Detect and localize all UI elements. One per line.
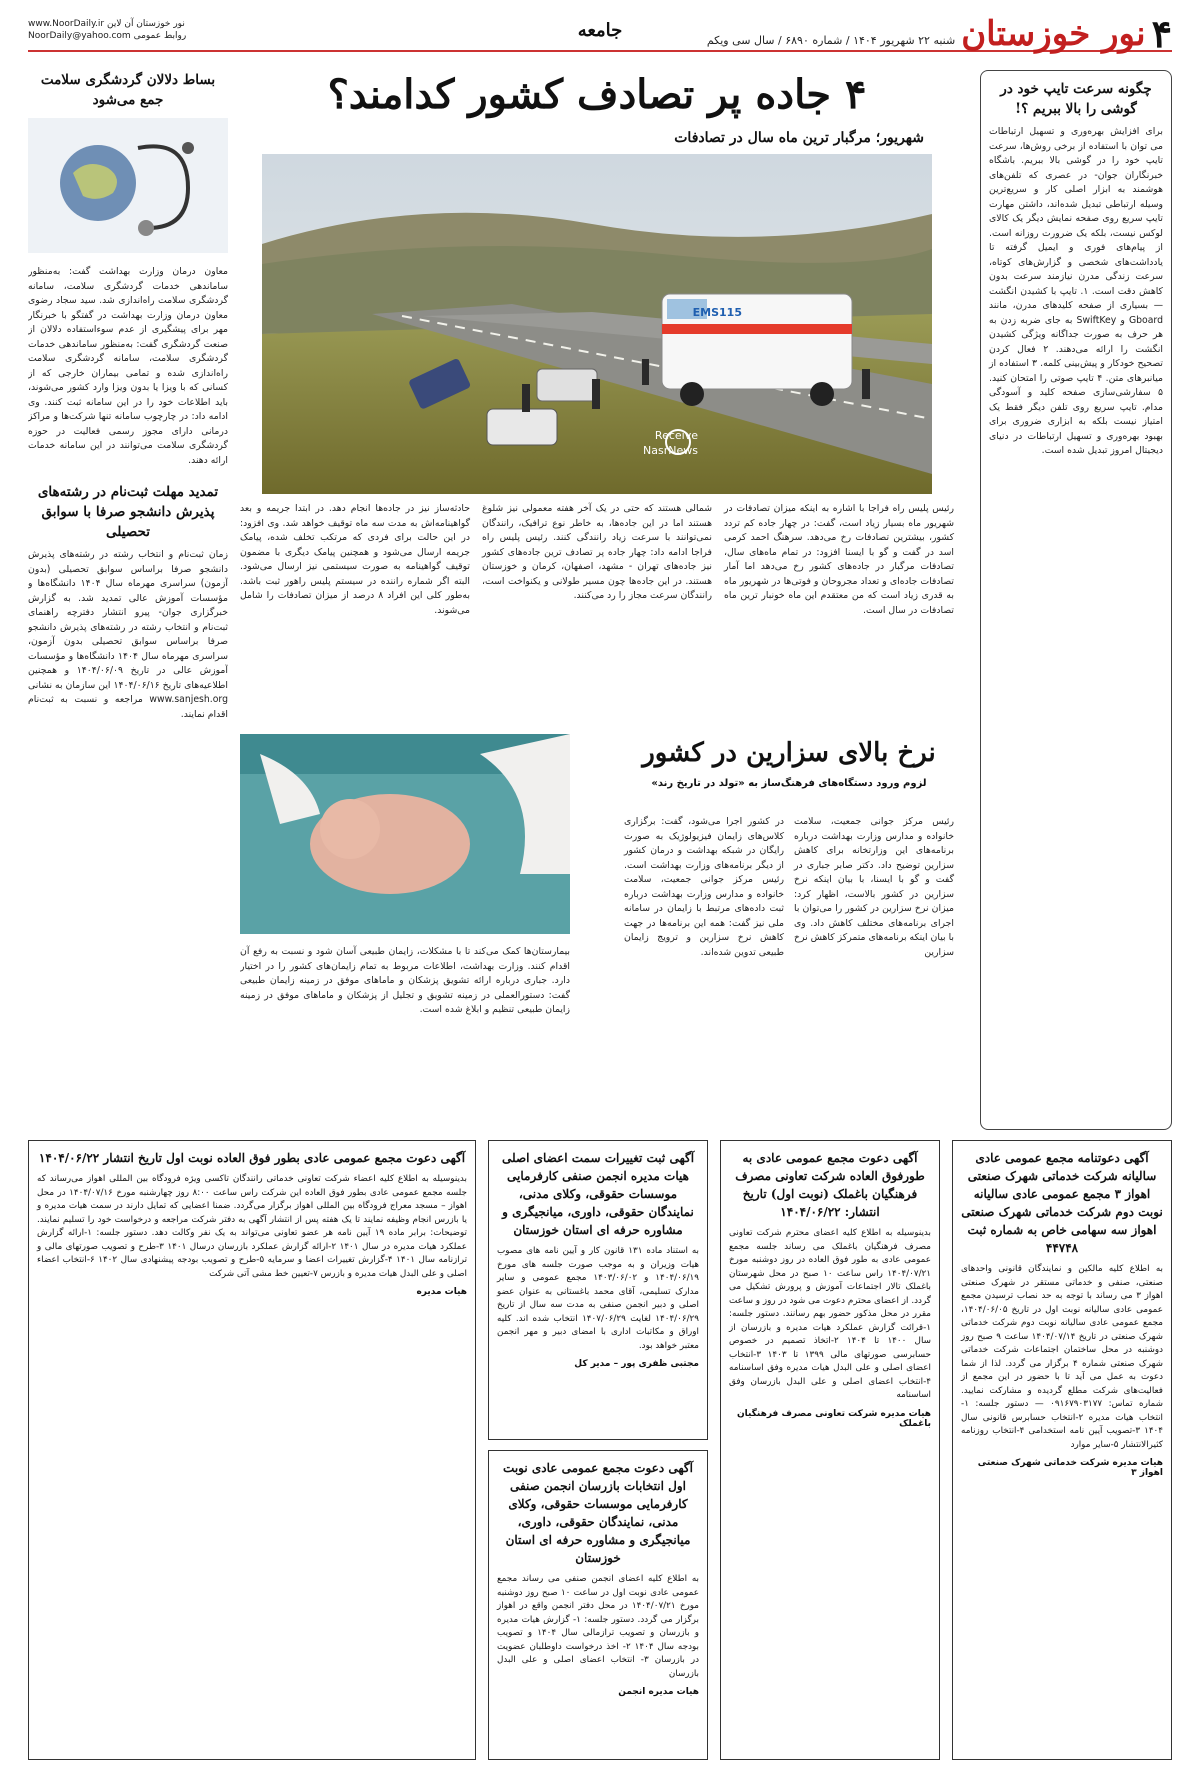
caesarean-columns-right	[624, 815, 954, 1115]
caesarean-article	[240, 730, 954, 1130]
site-email[interactable]: NoorDaily@yahoo.com روابط عمومی	[28, 31, 187, 41]
ads-band	[28, 1140, 1172, 1760]
crashed-car	[487, 409, 557, 445]
lead-col-1: رئیس پلیس راه فراجا با اشاره به اینکه میزان تصادفات در شهریور ماه بسیار زیاد است، گفت: در چهار جاده کم تردد کشور، بیشترین تصادفات رخ می‌دهد. سرهنگ احمد کرمی اسد در گفت‌ و گو با ایسنا افزود: در تمام ماه‌های سال، تصادفات مرگبار در جاده‌های کشور رخ می‌دهد اما آمار تصادفات جاده‌ای و تعداد مجروحان و فوتی‌ها در شهریور ماه به قدری زیاد است که من معتقدم این ماه خونبار ترین ماه تصادفات در سال است.	[724, 503, 954, 616]
ad-body: به استناد ماده ۱۳۱ قانون کار و آیین نامه های مصوب هیات وزیران و به موجب صورت جلسه های مورخ ۱۴۰۴/۰۶/۱۹ و ۱۴۰۳/۰۶/۰۲ مجمع عمومی و سایر مدارک تسلیمی، آقای محمد باغستانی به عنوان عضو اصلی و دبیر انجمن صنفی به مدت سه سال از تاریخ ۱۴۰۴/۰۶/۲۹ لغایت ۱۴۰۷/۰۶/۲۹ انتخاب شده اند. کلیه اوراق و مکاتبات اداری با امضای دبیر و مهر انجمن معتبر خواهد بود.	[497, 1246, 700, 1351]
ad-title: آگهی ثبت تغییرات سمت اعضای اصلی هیات مدیره انجمن صنفی کارفرمایی موسسات حقوقی، وکلای مدنی، نمایندگان حقوقی، داوری، میانجیگری و مشاوره حرفه ای استان خوزستان	[501, 1151, 695, 1237]
ad-title: آگهی دعوت مجمع عمومی عادی به طورفوق العاده شرکت تعاونی مصرف فرهنگیان باغملک (نوبت اول) تاریخ انتشار: ۱۴۰۴/۰۶/۲۲	[735, 1151, 925, 1219]
page-number: ۴	[1151, 11, 1172, 56]
lead-headline: ۴ جاده پر تصادف کشور کدامند؟	[327, 71, 867, 118]
typing-speed-article	[980, 70, 1172, 1130]
lead-col-3: حادثه‌ساز نیز در جاده‌ها انجام دهد. در ابتدا جریمه و بعد گواهینامه‌اش به مدت سه ماه توقیف خواهد شد. وی افزود: در این حالت برای فردی که مرتکب تخلف شده، پیامک جریمه ارسال می‌شود و همچنین پیامک دیگری با مضمون توقیف گواهینامه به صورت سیستمی نیز ارسال می‌شود. البته اگر شماره راننده در سیستم پلیس راهور ثبت باشد. به‌طور کلی این افراد ۸ درصد از میزان تصادفات را شامل می‌شوند.	[240, 503, 470, 616]
typing-speed-title: چگونه سرعت تایپ خود در گوشی را بالا ببریم ؟!	[1000, 81, 1152, 117]
ad-title: آگهی دعوت مجمع عمومی عادی بطور فوق العاده نوبت اول تاریخ انتشار ۱۴۰۴/۰۶/۲۲	[38, 1151, 466, 1165]
lead-col-2: شمالی هستند که حتی در یک آخر هفته معمولی نیز شلوغ هستند اما در این جاده‌ها، به خاطر نوع ترافیک، رانندگان نمی‌توانند با سرعت زیاد رانندگی کنند. رئیس پلیس راه فراجا ادامه داد: چهار جاده پر تصادف ترین جاده‌های کشور نیز جاده‌های تهران - مشهد، اصفهان، کرمان و خوزستان هستند. در این جاده‌ها چون مسیر طولانی و یکنواخت است، رانندگان سرعت مجاز را رد می‌کنند.	[482, 503, 712, 601]
stethoscope-globe-image	[28, 118, 228, 253]
issue-info: شنبه ۲۲ شهریور ۱۴۰۴ / شماره ۶۸۹۰ / سال سی ویکم	[706, 34, 956, 47]
ad-title: آگهی دعوتنامه مجمع عمومی عادی سالیانه شرکت خدماتی شهرک صنعتی اهواز ۳ مجمع عمومی عادی سالیانه نوبت دوم شرکت خدماتی شهرک صنعتی اهواز سه سهامی خاص به شماره ثبت ۴۴۷۴۸	[961, 1151, 1163, 1255]
health-tourism-body: معاون درمان وزارت بهداشت گفت: به‌منظور ساماندهی خدمات گردشگری سلامت، سامانه گردشگری سلامت راه‌اندازی شد. سید سجاد رضوی معاون درمان وزارت بهداشت در گفتگو با خبرنگار مهر برای پیشگیری از عدم سوءاستفاده دلالان از صنعت گردشگری گفت: به‌منظور ساماندهی خدمات گردشگری سلامت، سامانه گردشگری سلامت راه‌اندازی شده و تمامی بیماران خارجی که از کسانی که با ویزا یا بدون ویزا وارد کشور می‌شوند، باید اطلاعات خود را در این سامانه ثبت کنند. وی ادامه داد: در چارچوب سامانه تنها شرکت‌ها و مراکز درمانی دارای مجوز رسمی فعالیت در حوزه گردشگری سلامت می‌توانند در این سامانه خدمات ارائه دهند.	[28, 266, 228, 466]
enrollment-body: زمان ثبت‌نام و انتخاب رشته در رشته‌های پذیرش دانشجو صرفا براساس سوابق تحصیلی (بدون آزمون) سراسری مهرماه سال ۱۴۰۴ دانشگاه‌ها و مؤسسات آموزش عالی تمدید شد. به گزارش خبرگزاری جوان- پیرو انتشار دفترچه راهنمای ثبت‌نام و انتخاب رشته در رشته‌های پذیرش دانشجو صرفا براساس سوابق تحصیلی بدون آزمون، سراسری مهرماه سال ۱۴۰۴ دانشگاه‌ها و مؤسسات آموزش عالی در تاریخ ۱۴۰۴/۰۶/۰۹ و همچنین اطلاعیه‌های تاریخ ۱۴۰۴/۰۶/۱۶ این سازمان به نشانی www.sanjesh.org مراجعه و نسبت به ثبت‌نام اقدام نمایند.	[28, 549, 228, 720]
ad-signature: هیات مدیره شرکت تعاونی مصرف فرهنگیان باغملک	[736, 1408, 931, 1429]
ad-body: به اطلاع کلیه مالکین و نمایندگان قانونی واحدهای صنعتی، صنفی و خدماتی مستقر در شهرک صنعتی اهواز ۳ می رساند با توجه به حد نصاب ترسیدن مجمع عمومی عادی سالیانه نوبت اول در تاریخ ۱۴۰۴/۰۶/۰۵، مجمع عمومی عادی سالیانه نوبت دوم شرکت خدماتی شهرک صنعتی در تاریخ ۱۴۰۴/۰۷/۱۴ ساعت ۹ صبح روز دوشنبه در محل ساختمان اجتماعات شرکت خدماتی شهرک صنعتی شماره ۴ برگزار می گردد. لذا از شما دعوت به عمل می آید تا با حضور در این مجمع از فعالیت‌های شرکت مطلع گردیده و مشارکت نمایید. شماره تماس: ۰۹۱۶۷۹۰۳۱۷۷ — دستور جلسه: ۱-انتخاب هیات مدیره ۲-انتخاب حسابرس قانونی سال ۱۴۰۴ ۳-تصویب آیین نامه استخدامی ۴-انتخاب روزنامه کثیرالانتشار ۵-سایر موارد	[961, 1264, 1164, 1450]
health-tourism-headline: بساط دلالان گردشگری سلامت جمع می‌شود	[40, 72, 216, 108]
site-url[interactable]: www.NoorDaily.ir نور خوزستان آن لاین	[28, 19, 185, 29]
newspaper-logo: نور خوزستان	[961, 14, 1146, 54]
ad-body: بدینوسیله به اطلاع کلیه اعضاء شرکت تعاونی خدماتی رانندگان تاکسی ویژه فرودگاه بین المللی اهواز می‌رساند که جلسه مجمع عمومی عادی بطور فوق العاده این شرکت راس ساعت ۸:۰۰ روز چهارشنبه مورخ ۱۴۰۴/۰۷/۱۶ در محل اهواز – مسجد معراج فرودگاه بین المللی اهواز برگزار می‌گردد. ضمنا اعضایی که تمایل دارند در سمت هیات مدیره و یا بازرس انجام وظیفه نمایند تا یک هفته پس از انتشار آگهی به دفتر شرکت مراجعه و درخواست خود را تسلیم نمایند. توضیحات: برابر ماده ۱۹ آیین نامه هر عضو تعاونی می‌تواند به یک نفر وکالت دهد. دستور جلسه: ۱-ارائه گزارش عملکرد هیات مدیره در سال ۱۴۰۱ ۲-ارائه گزارش عملکرد بازرسان درسال ۱۴۰۱ ۳-طرح و تصویب صورتهای مالی و ترازنامه سال ۱۴۰۱ ۴-گزارش تغییرات اعضا و سرمایه ۵-طرح و تصویب بودجه پیشنهادی سال ۱۴۰۲ ۶-انتخاب اعضاء اصلی و علی البدل هیات مدیره و بازرس ۷-تعیین خط مشی آتی شرکت	[37, 1174, 468, 1279]
lead-subheadline: شهریور؛ مرگبار ترین ماه سال در تصادفات	[674, 130, 924, 146]
ad-legal-board-change	[488, 1140, 708, 1440]
masthead	[28, 11, 1172, 56]
svg-text:Receive: Receive	[654, 429, 698, 442]
site-info	[28, 18, 186, 42]
ad-industrial-town	[952, 1140, 1172, 1760]
ad-body: به اطلاع کلیه اعضای انجمن صنفی می رساند مجمع عمومی عادی نوبت اول در ساعت ۱۰ صبح روز دوشنبه مورخ ۱۴۰۴/۰۷/۲۱ در محل دفتر انجمن واقع در اهواز برگزار می گردد. دستور جلسه: ۱- گزارش هیات مدیره و بازرسان و تصویب ترازمالی سال ۱۴۰۴ و تصویب بودجه سال ۱۴۰۴ ۲- اخذ درخواست داوطلبان عضویت در بازرسان ۳- انتخاب اعضای اصلی و علی البدل بازرسان	[497, 1574, 700, 1679]
left-column	[28, 70, 228, 1130]
ad-legal-assembly	[488, 1450, 708, 1760]
crash-scene-photo	[262, 154, 932, 494]
enrollment-headline: تمدید مهلت ثبت‌نام در رشته‌های پذیرش دانشجو صرفا با سوابق تحصیلی	[37, 484, 219, 540]
ad-title: آگهی دعوت مجمع عمومی عادی نوبت اول انتخابات بازرسان انجمن صنفی کارفرمایی موسسات حقوقی، وکلای مدنی، نمایندگان حقوقی، داوری، میانجیگری و مشاوره حرفه ای استان خوزستان	[503, 1461, 693, 1565]
typing-speed-body: برای افزایش بهره‌وری و تسهیل ارتباطات می توان با استفاده از برخی روش‌ها، سرعت تایپ خود را در گوشی بالا ببریم. باشگاه خبرنگاران جوان- در عصری که تلفن‌های هوشمند به ابزار اصلی کار و سریع‌ترین وسیله ارتباطی تبدیل شده‌اند، داشتن مهارت تایپ سریع روی صفحه نمایش دیگر یک کالای لوکس نیست، بلکه یک ضرورت روزانه است. از پیام‌های فوری و ایمیل گرفته تا یادداشت‌های شخصی و گزارش‌های کوتاه، سرعت زندگی مدرن نیازمند سرعت بدون کاهش دقت است. ۱. تایپ با کشیدن انگشت — بسیاری از صفحه کلیدهای مدرن، مانند Gboard و SwiftKey به جای ضربه زدن به هر حرف به صورت جداگانه ویژگی کشیدن انگشت را ارائه می‌دهند. ۲ فعال کردن تصحیح خودکار و پیش‌بینی کلمه. ۳ استفاده از میانبرهای متن. ۴ تایپ صوتی را امتحان کنید. ۵ سفارشی‌سازی صفحه کلید و آسودگی مدام. تایپ سریع روی تلفن دیگر فقط یک امتیاز نیست بلکه به ابزاری ضروری برای بهبود بهره‌وری و تسهیل ارتباطات در دنیای دیجیتال امروز تبدیل شده است.	[989, 126, 1163, 456]
ad-teachers-coop	[720, 1140, 940, 1760]
ad-signature: هیات مدیره شرکت خدماتی شهرک صنعتی اهواز ۳	[977, 1458, 1163, 1478]
ad-signature: هیات مدیره انجمن	[618, 1687, 699, 1697]
newborn-photo	[240, 734, 570, 934]
ad-body: بدینوسیله به اطلاع کلیه اعضای محترم شرکت تعاونی مصرف فرهنگیان باغملک می رساند جلسه مجمع عمومی عادی به طور فوق العاده در روز دوشنبه مورخ ۱۴۰۴/۰۷/۲۱ راس ساعت ۱۰ صبح در محل شهرستان باغملک تالار اجتماعات آموزش و پرورش تشکیل می گردد. از اعضای محترم دعوت می شود در روز و ساعت مقرر در محل مذکور حضور بهم رسانند. دستور جلسه: ۱-قرائت گزارش عملکرد هیات مدیره و بازرسان از سال ۱۴۰۰ تا ۱۴۰۴ ۲-اتخاذ تصمیم در خصوص حسابرسی صورتهای مالی ۱۳۹۹ تا ۱۴۰۳ ۳-انتخاب اعضای اصلی و علی البدل هیات مدیره وفق اساسنامه ۴-انتخاب اعضای اصلی و علی البدل بازرسان وفق اساسنامه	[729, 1228, 931, 1400]
ad-signature: مجتبی ظفری پور – مدیر کل	[574, 1359, 699, 1369]
caesarean-col-3: بیمارستان‌ها کمک می‌کند تا با مشکلات، زایمان طبیعی آسان شود و نسبت به رفع آن اقدام کنند. وزارت بهداشت، اطلاعات مربوط به تمام زایمان‌های کشور را در اختیار دارد. جباری درباره ارائه تشویق پزشکان و ماماهای موفق در زمینه زایمان طبیعی گفت: دستورالعملی در زمینه تشویق و تجلیل از پزشکان و ماماهای موفق در زمینه زایمان طبیعی تنظیم و ابلاغ شده است.	[240, 946, 570, 1015]
ad-taxi-coop	[28, 1140, 476, 1760]
caesarean-col-2: در کشور اجرا می‌شود، گفت: برگزاری کلاس‌های زایمان فیزیولوژیک به صورت رایگان در شبکه بهداشت و درمان کشور از دیگر برنامه‌های وزارت بهداشت است. رئیس مرکز جوانی جمعیت، سلامت خانواده و مدارس وزارت بهداشت درباره ثبت داده‌های مرتبط با زایمان در سامانه ملی نیز گفت: همه این برنامه‌ها در جهت کاهش نرخ سزارین و ترویج زایمان طبیعی تدوین شده‌اند.	[624, 816, 784, 958]
ad-signature: هیات مدیره	[416, 1287, 467, 1297]
svg-text:NasrNews: NasrNews	[643, 444, 698, 457]
caesarean-kicker: لزوم ورود دستگاه‌های فرهنگ‌ساز به «تولد در تاریخ رند»	[651, 778, 927, 789]
ad-stack-legal	[488, 1140, 708, 1760]
caesarean-col-1: رئیس مرکز جوانی جمعیت، سلامت خانواده و مدارس وزارت بهداشت درباره برنامه‌های این وزارتخانه برای کاهش سزارین توضیح داد. دکتر صابر جباری در گفت‌ و گو با ایسنا، با بیان اینکه نرخ سزارین در کشور بالاست، اظهار کرد: میزان نرخ سزارین در کشور را می‌توان با اجرای برنامه‌های مختلف کاهش داد. وی با بیان اینکه برنامه‌های متمرکز کاهش نرخ سزارین	[794, 816, 954, 958]
lead-area	[240, 70, 954, 1130]
ambulance-label: EMS115	[692, 306, 742, 319]
masthead-brand	[706, 11, 1172, 56]
caesarean-headline: نرخ بالای سزارین در کشور	[642, 738, 936, 768]
lead-columns	[240, 502, 954, 618]
section-name: جامعه	[577, 20, 623, 41]
